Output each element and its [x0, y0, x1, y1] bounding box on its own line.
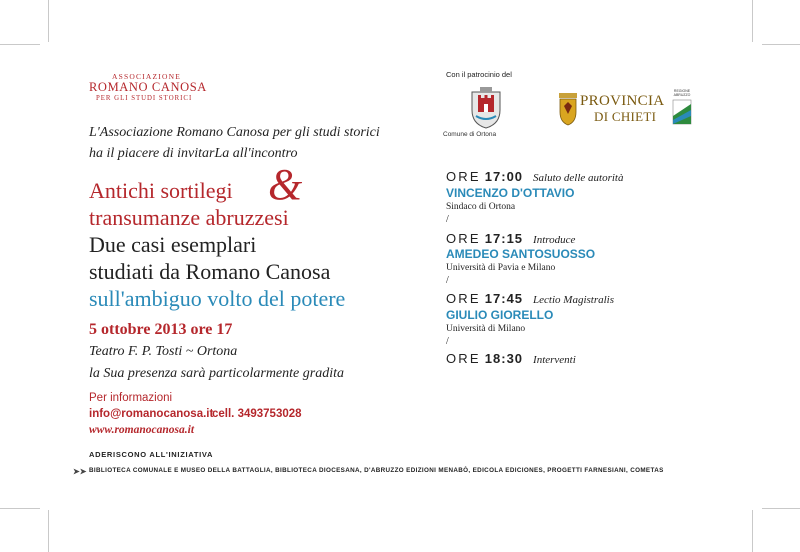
program-role: Università di Milano: [446, 324, 526, 334]
intro-line-1: L'Associazione Romano Canosa per gli studi storici: [89, 125, 380, 140]
program-desc: Interventi: [533, 354, 576, 366]
crop-mark-bottom-left: [48, 510, 49, 552]
contact-heading: Per informazioni: [89, 392, 173, 404]
contact-phone: cell. 3493753028: [212, 408, 302, 420]
crop-mark-bottom-right: [752, 510, 753, 552]
crop-mark-bottom-left-h: [0, 508, 40, 509]
crop-mark-top-left-h: [0, 44, 40, 45]
comune-ortona-crest-icon: [468, 86, 504, 130]
program-role: Università di Pavia e Milano: [446, 263, 556, 273]
event-note: la Sua presenza sarà particolarmente gradita: [89, 366, 344, 381]
program-hour: 17:45: [484, 291, 524, 306]
program-desc: Lectio Magistralis: [533, 294, 615, 306]
crop-mark-top-right: [752, 0, 753, 42]
comune-label: Comune di Ortona: [443, 131, 497, 138]
program-speaker: VINCENZO D'OTTAVIO: [446, 186, 575, 200]
ore-label: ORE: [446, 351, 481, 366]
contact-email[interactable]: info@romanocanosa.it: [89, 408, 214, 420]
program-hour: 18:30: [484, 351, 524, 366]
regione-abruzzo-logo: [670, 90, 694, 126]
program-separator: /: [446, 214, 449, 225]
patronage-label: Con il patrocinio del: [446, 70, 512, 79]
title-line-5: sull'ambiguo volto del potere: [89, 286, 346, 311]
logo-line-associazione: ASSOCIAZIONE: [112, 72, 181, 81]
program-hour: 17:00: [484, 169, 524, 184]
logo-line-romano-canosa: ROMANO CANOSA: [89, 80, 207, 94]
logo-line-studi-storici: PER GLI STUDI STORICI: [96, 95, 193, 102]
regione-label: REGIONE ABRUZZO: [673, 89, 691, 97]
footer-arrows-icon: ➤➤: [73, 467, 87, 476]
intro-line-2: ha il piacere di invitarLa all'incontro: [89, 146, 298, 161]
program-time-row: [446, 290, 614, 308]
crop-mark-top-left: [48, 0, 49, 42]
program-separator: /: [446, 275, 449, 286]
program-separator: /: [446, 336, 449, 347]
provincia-bottom: DI CHIETI: [594, 109, 657, 124]
provincia-shield-icon: [558, 92, 578, 126]
crop-mark-bottom-right-h: [762, 508, 800, 509]
program-time-row: [446, 230, 575, 248]
program-speaker: GIULIO GIORELLO: [446, 308, 554, 322]
ore-label: ORE: [446, 231, 481, 246]
provincia-chieti-logo: [558, 92, 665, 128]
footer-heading: ADERISCONO ALL'INIZIATIVA: [89, 450, 214, 459]
title-line-4: studiati da Romano Canosa: [89, 259, 331, 284]
ore-label: ORE: [446, 291, 481, 306]
program-desc: Introduce: [533, 234, 576, 246]
title-line-2: transumanze abruzzesi: [89, 205, 289, 230]
program-hour: 17:15: [484, 231, 524, 246]
event-venue: Teatro F. P. Tosti ~ Ortona: [89, 344, 238, 359]
ore-label: ORE: [446, 169, 481, 184]
contact-website[interactable]: www.romanocanosa.it: [89, 424, 195, 436]
program-speaker: AMEDEO SANTOSUOSSO: [446, 247, 596, 261]
event-date: 5 ottobre 2013 ore 17: [89, 321, 233, 338]
title-line-3: Due casi esemplari: [89, 232, 257, 257]
provincia-top: PROVINCIA: [580, 93, 665, 109]
regione-emblem-icon: [670, 98, 694, 126]
program-time-row: [446, 168, 623, 186]
crop-mark-top-right-h: [762, 44, 800, 45]
title-ampersand: &: [268, 160, 303, 209]
title-line-1: Antichi sortilegi: [89, 178, 233, 203]
program-role: Sindaco di Ortona: [446, 202, 516, 212]
program-time-row: [446, 350, 576, 368]
program-desc: Saluto delle autorità: [533, 172, 624, 184]
footer-sponsors: BIBLIOTECA COMUNALE E MUSEO DELLA BATTAGLIA, BIBLIOTECA DIOCESANA, D'ABRUZZO EDIZIONI MENABÒ, EDICOLA EDICIONES, PROGETTI FARNESIANI, COMETAS: [89, 467, 664, 474]
